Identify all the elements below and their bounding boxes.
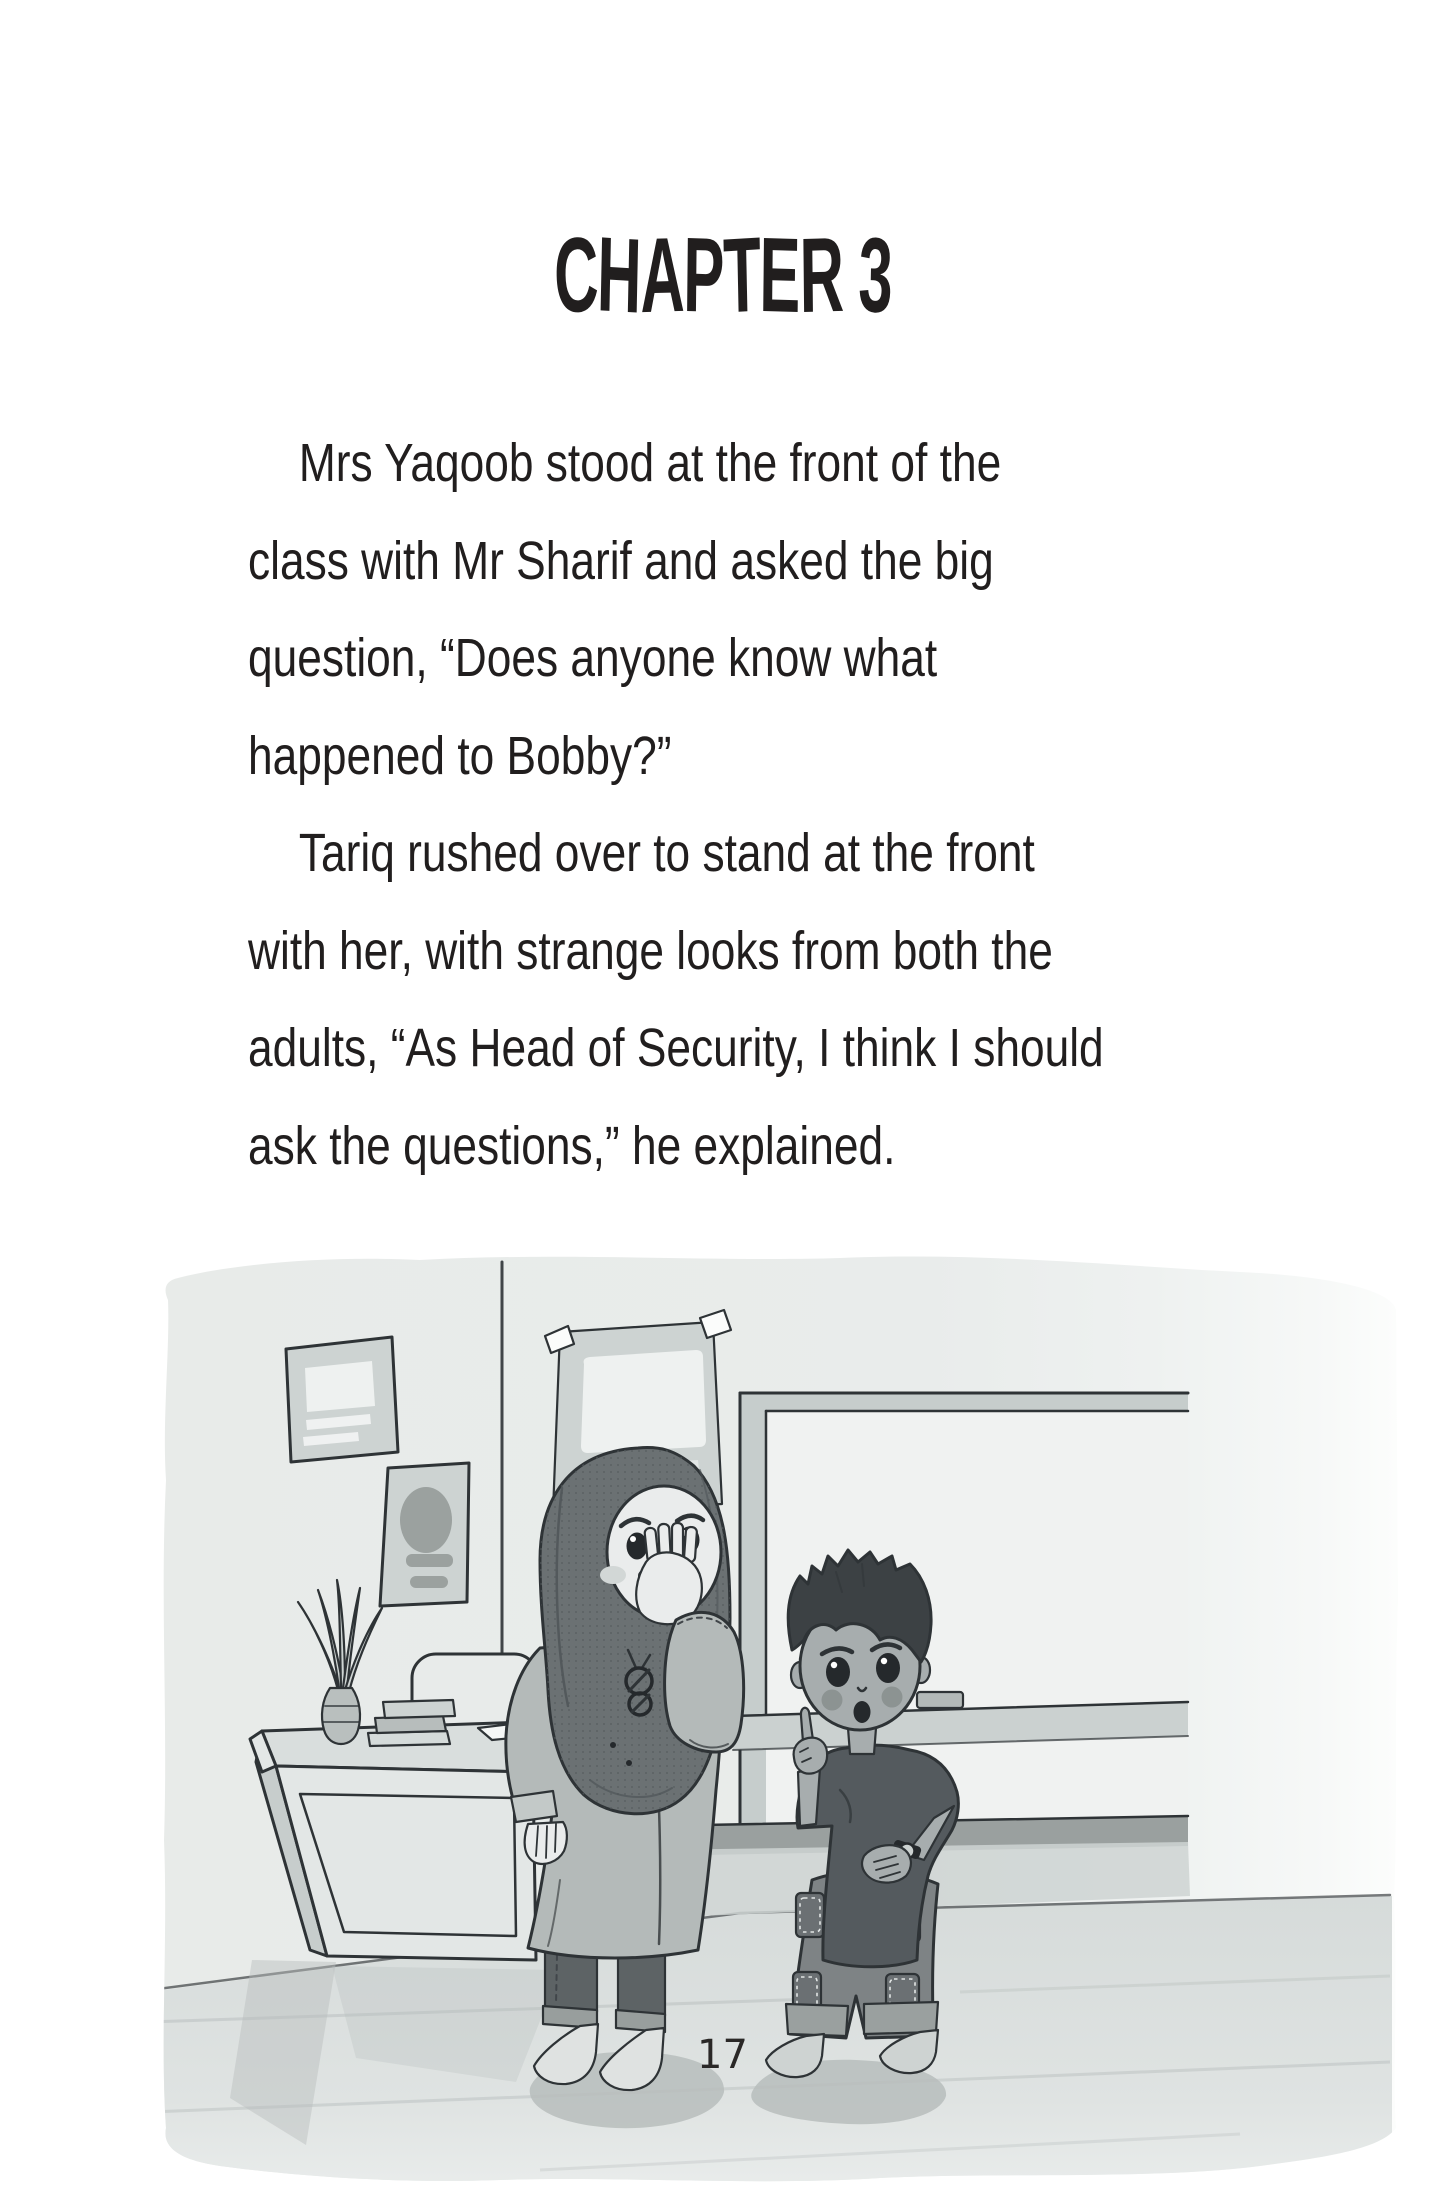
mouth-open xyxy=(854,1701,871,1723)
vase xyxy=(322,1688,360,1744)
blush xyxy=(822,1690,843,1711)
chapter-title-letter: P xyxy=(682,216,724,336)
story-line: with her, with strange looks from both the xyxy=(248,920,1053,981)
story-line: Tariq rushed over to stand at the front xyxy=(298,823,1035,883)
chapter-title-letter: 3 xyxy=(856,215,893,336)
page-number: 17 xyxy=(697,2032,748,2078)
story-line: happened to Bobby?” xyxy=(248,725,672,786)
mrs-yaqoob-hand-over-mouth xyxy=(636,1523,702,1624)
tariq-head xyxy=(788,1550,931,1730)
chapter-title-letter: C xyxy=(552,215,599,337)
board-eraser xyxy=(917,1692,963,1708)
blush xyxy=(882,1687,903,1708)
story-line: class with Mr Sharif and asked the big xyxy=(248,530,994,591)
mrs-yaqoob-raised-sleeve xyxy=(665,1612,744,1752)
chapter-title-letter: H xyxy=(595,215,642,337)
story-line: adults, “As Head of Security, I think I should xyxy=(248,1018,1104,1078)
chapter-title-letter: E xyxy=(758,216,800,336)
eye xyxy=(826,1657,850,1687)
story-line: question, “Does anyone know what xyxy=(248,628,938,688)
chapter-title-letter: T xyxy=(721,215,761,337)
poster-lower-left xyxy=(380,1463,469,1606)
blush xyxy=(600,1566,626,1584)
chapter-title-letter: A xyxy=(639,215,684,336)
poster-top-left xyxy=(286,1337,398,1462)
story-line: Mrs Yaqoob stood at the front of the xyxy=(298,433,1002,493)
story-line: ask the questions,” he explained. xyxy=(248,1115,896,1176)
eye xyxy=(876,1653,900,1683)
chapter-title-letter: R xyxy=(798,215,843,336)
